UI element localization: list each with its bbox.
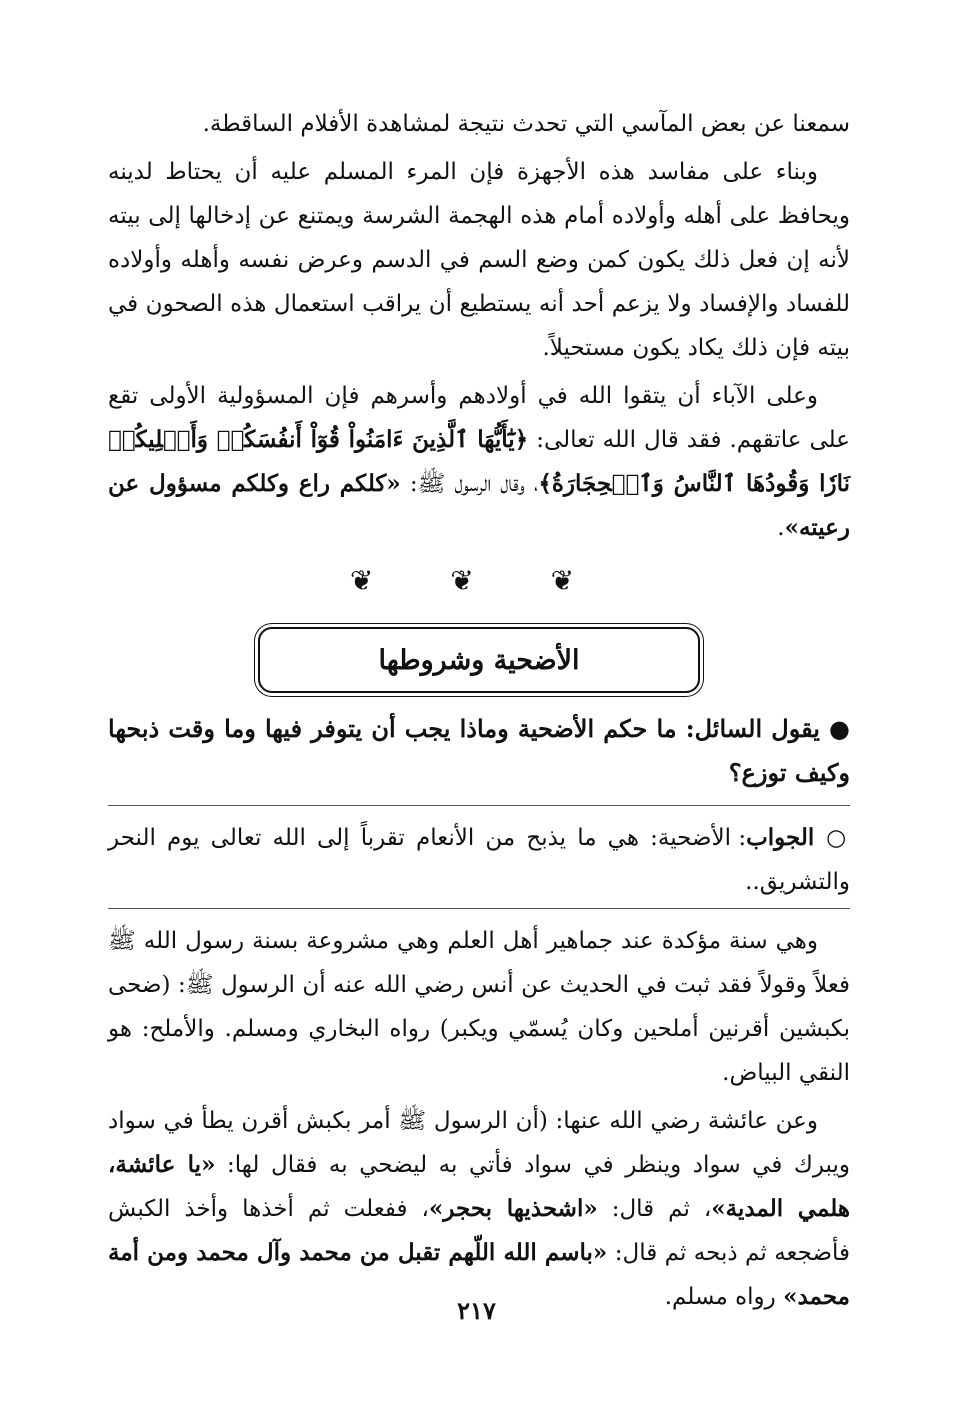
paragraph-dish-warning — [108, 150, 850, 370]
paragraph-parents-text-2: ، وقال الرسول ﷺ: — [400, 471, 539, 497]
hadith-quote: «كلكم راع وكلكم مسؤول عن رعيته» — [108, 470, 850, 541]
paragraph-dish-warning-text: وبناء على مفاسد هذه الأجهزة فإن المرء المسلم عليه أن يحتاط لدينه ويحافظ على أهله وأولاده أمام هذه الهجمة الشرسة ويمتنع عن إدخالها إلى بيته لأنه إن فعل ذلك يكون كمن وضع السم في الدسم وعرض نفسه وأهله وأولاده للفساد والإفساد ولا يزعم أحد أنه يستطيع أن يراقب استعمال هذه الصحون في بيته فإن ذلك يكاد يكون مستحيلاً. — [108, 159, 850, 361]
paragraph-aisha-text-2: ، ثم قال: — [597, 1196, 712, 1222]
paragraph-parents-text-3: . — [777, 515, 785, 541]
section-title: الأضحية وشروطها — [378, 644, 580, 676]
page-number: ٢١٧ — [457, 1296, 496, 1325]
paragraph-intro — [108, 102, 850, 146]
paragraph-sunnah — [108, 919, 850, 1095]
paragraph-intro-text: سمعنا عن بعض المآسي التي تحدث نتيجة لمشاهدة الأفلام الساقطة. — [202, 111, 850, 137]
paragraph-sunnah-text: وهي سنة مؤكدة عند جماهير أهل العلم وهي مشروعة بسنة رسول الله ﷺ فعلاً وقولاً فقد ثبت في الحديث عن أنس رضي الله عنه أن الرسول ﷺ: (ضحى بكبشين أقرنين أملحين وكان يُسمّي ويكبر) رواه البخاري ومسلم. والأملح: هو النقي البياض. — [108, 928, 850, 1086]
divider-line — [108, 805, 850, 806]
ornament-divider — [108, 564, 850, 597]
paragraph-aisha-text-3: ، ففعلت ثم أخذها وأخذ الكبش فأضجعه ثم ذبحه ثم قال: — [108, 1196, 850, 1266]
paragraph-answer — [108, 816, 850, 904]
page-body — [108, 102, 850, 1323]
question-text: ● يقول السائل: ما حكم الأضحية وماذا يجب أن يتوفر فيها وما وقت ذبحها وكيف توزع؟ — [108, 714, 851, 787]
quran-verse: ﴿يَٰٓأَيُّهَا ٱلَّذِينَ ءَامَنُواْ قُوٓاْ أَنفُسَكُمۡ وَأَهۡلِيكُمۡ نَارٗا وَقُودُهَا ٱلنَّاسُ وَٱلۡحِجَارَةُ﴾ — [108, 426, 850, 497]
answer-label: ○ الجواب — [746, 824, 850, 851]
paragraph-parents — [108, 374, 850, 550]
divider-line — [108, 908, 850, 909]
ornament-icon: ❦ ❦ ❦ — [349, 564, 609, 597]
paragraph-aisha-text-1: وعن عائشة رضي الله عنها: (أن الرسول ﷺ أمر بكبش أقرن يطأ في سواد ويبرك في سواد وينظر في سواد فأتي به ليضحي به فقال لها: — [108, 1108, 850, 1178]
aisha-quote-2: «اشحذيها بحجر» — [428, 1195, 598, 1222]
answer-text: : الأضحية: هي ما يذبح من الأنعام تقرباً إلى الله تعالى يوم النحر والتشريق.. — [108, 825, 850, 895]
aisha-quote-1: «يا عائشة، هلمي المدية» — [108, 1151, 851, 1222]
paragraph-aisha-text-4: رواه مسلم. — [664, 1284, 784, 1310]
aisha-quote-3: «باسم الله اللّهم تقبل من محمد وآل محمد ومن أمة محمد» — [108, 1239, 850, 1310]
paragraph-aisha — [108, 1099, 850, 1319]
paragraph-parents-text-1: وعلى الآباء أن يتقوا الله في أولادهم وأسرهم فإن المسؤولية الأولى تقع على عاتقهم. فقد قال الله تعالى: — [108, 383, 850, 453]
section-title-frame — [258, 627, 700, 693]
